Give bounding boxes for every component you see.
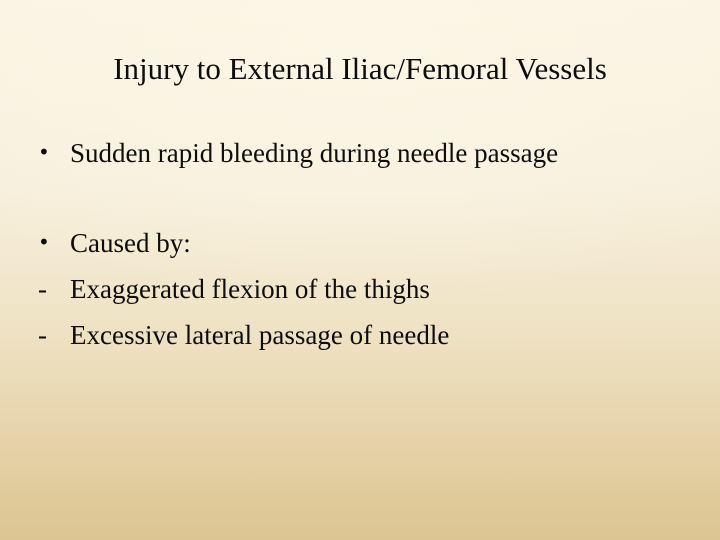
bullet-item bbox=[38, 136, 558, 172]
bullet-item bbox=[38, 226, 191, 262]
dash-text: Exaggerated flexion of the thighs bbox=[70, 274, 430, 304]
bullet-text: Sudden rapid bleeding during needle passage bbox=[70, 138, 559, 168]
dash-item bbox=[38, 318, 449, 352]
dash-item bbox=[38, 272, 430, 306]
slide-title: Injury to External Iliac/Femoral Vessels bbox=[113, 51, 607, 86]
dash-marker: - bbox=[38, 274, 47, 304]
bullet-marker: • bbox=[38, 230, 50, 254]
bullet-marker: • bbox=[38, 140, 50, 164]
dash-text: Excessive lateral passage of needle bbox=[70, 320, 450, 350]
bullet-text: Caused by: bbox=[70, 228, 191, 258]
dash-marker: - bbox=[38, 320, 47, 350]
